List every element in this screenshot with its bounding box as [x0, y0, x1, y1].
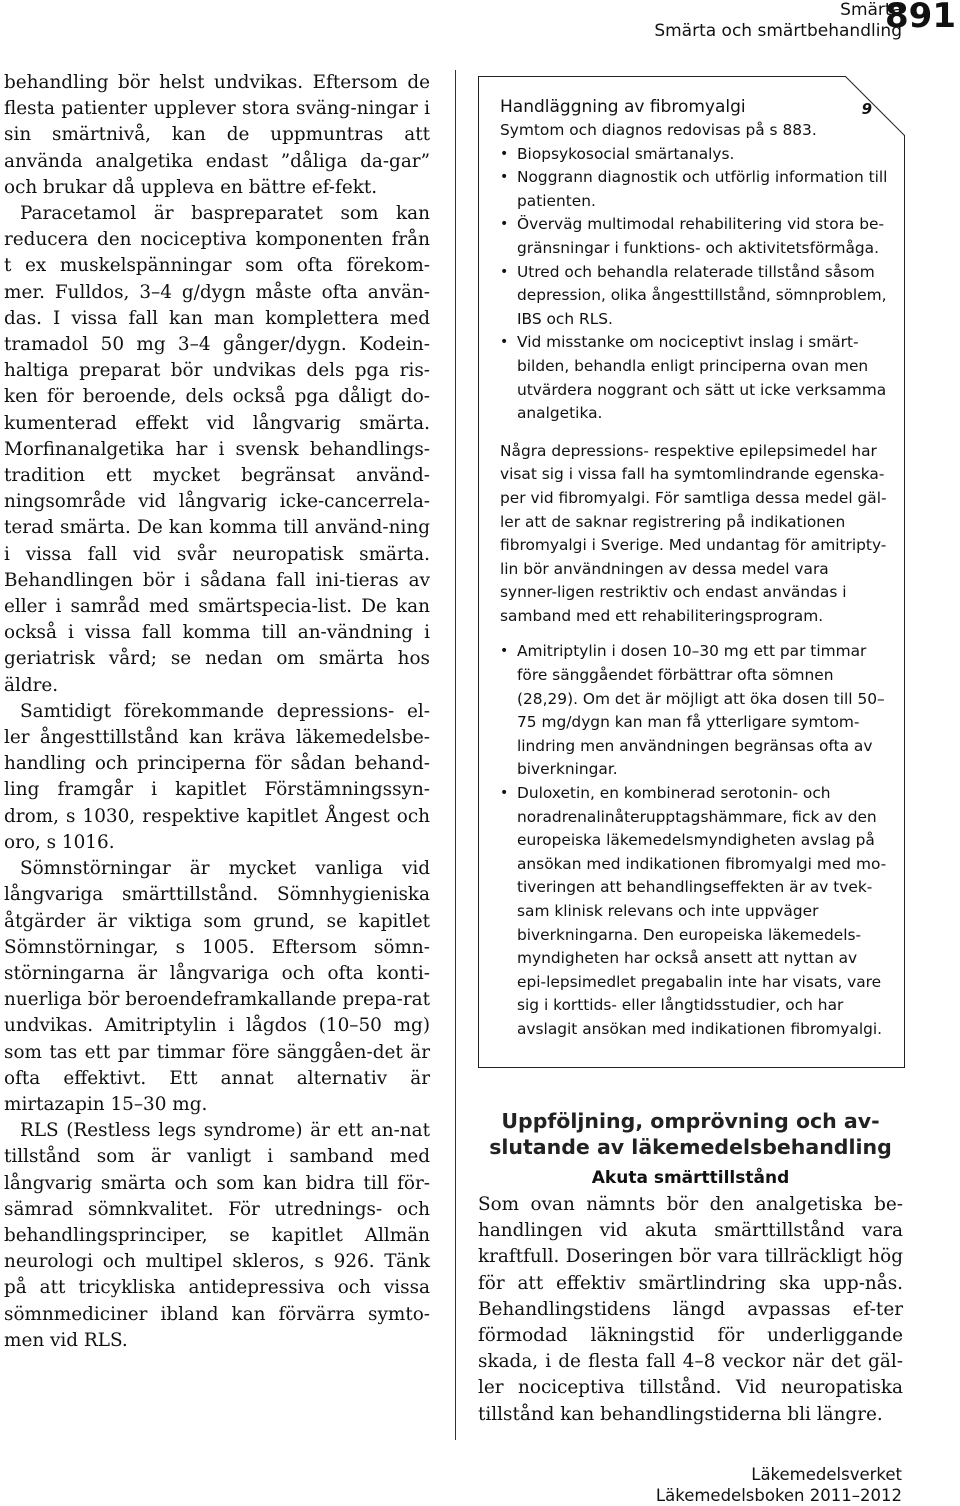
header-section: Smärta — [840, 0, 902, 20]
bullet-icon: • — [500, 169, 509, 186]
box-bullet-list-2 — [500, 640, 888, 1041]
bullet-icon: • — [500, 785, 509, 802]
section-subheading: Akuta smärttillstånd — [591, 1168, 790, 1188]
left-paragraph-3: Samtidigt förekommande depressions- el-ler ångesttillstånd kan kräva läkemedelsbe-handling och principerna för sådan behand-ling framgår i kapitlet Förstämningssyn-drom, s 1030, respektive kapitlet Ångest och oro, s 1016. — [4, 700, 430, 853]
column-divider — [455, 70, 456, 1440]
header-subsection: Smärta och smärtbehandling — [654, 21, 902, 41]
list-item: • Överväg multimodal rehabilitering vid stora be-gränsningar i funktions- och aktivitetsförmåga. — [500, 215, 885, 257]
box-title: Handläggning av fibromyalgi — [500, 97, 746, 117]
left-paragraph-2: Paracetamol är baspreparatet som kan reducera den nociceptiva komponenten från t ex muskelspänningar som ofta förekom-mer. Fulldos, 3–4 g/dygn måste ofta använ-das. I vissa fall kan man komplettera med tramadol 50 mg 3–4 gånger/dygn. Kodein-haltiga preparat bör undvikas dels pga ris-ken för beroende, dels också pga dåligt do-kumenterad effekt vid långvarig smärta. Morfinanalgetika har i svensk behandlings-tradition ett mycket begränsat använd-ningsområde vid långvarig icke-cancerrela-terad smärta. De kan komma till använd-ning i vissa fall vid svår neuropatisk smärta. Behandlingen bör i sådana fall ini-tieras av eller i samråd med smärtspecia-list. De kan också i vissa fall komma till an-vändning i geriatrisk vård; se nedan om smärta hos äldre. — [4, 203, 430, 696]
left-paragraph-5: RLS (Restless legs syndrome) är ett an-nat tillstånd som är vanligt i samband med långvarig smärta och som kan bidra till för-sämrad sömnkvalitet. För utrednings- och behandlingsprinciper, se kapitlet Allmän neurologi och multipel skleros, s 926. Tänk på att tricykliska antidepressiva och vissa sömnmediciner ibland kan förvärra symto-men vid RLS. — [4, 1120, 430, 1351]
section-heading: Uppföljning, omprövning och av-slutande av läkemedelsbehandling — [489, 1109, 892, 1159]
left-paragraph-4: Sömnstörningar är mycket vanliga vid långvariga smärttillstånd. Sömnhygieniska åtgärder är viktiga som grund, se kapitlet Sömnstörningar, s 1005. Eftersom sömn-störningarna är långvariga och ofta konti-nuerliga bör beroendeframkallande prepa-rat undvikas. Amitriptylin i lågdos (10–50 mg) som tas ett par timmar före sänggåen-det är ofta effektivt. Ett annat alternativ är mirtazapin 15–30 mg. — [4, 858, 430, 1115]
list-item: • Noggrann diagnostik och utförlig information till patienten. — [500, 168, 888, 210]
running-header — [654, 0, 902, 42]
list-item: • Duloxetin, en kombinerad serotonin- och noradrenalinåterupptagshämmare, fick av den europeiska läkemedelsmyndigheten avslag på ansökan med indikationen fibromyalgi med mo-tiveringen att behandlingseffekten är av tvek-sam klinisk relevans och inte uppväger biverkningarna. Den europeiska läkemedels-myndigheten har också ansett att nyttan av epi-lepsimedlet pregabalin inte har visats, vare sig i korttids- eller långtidsstudier, och har avslagit ansökan med indikationen fibromyalgi. — [500, 784, 887, 1038]
left-column — [4, 70, 430, 1354]
list-item: • Biopsykosocial smärtanalys. — [500, 143, 888, 167]
right-paragraph — [478, 1192, 903, 1428]
bullet-icon: • — [500, 643, 509, 660]
list-item: • Vid misstanke om nociceptivt inslag i smärt-bilden, behandla enligt principerna ovan men utvärdera noggrant och sätt ut icke verksamma analgetika. — [500, 333, 887, 423]
box-number: 9 — [861, 100, 872, 118]
page-number: 891 — [885, 0, 956, 36]
bullet-icon: • — [500, 145, 509, 162]
box-bullet-list-1 — [500, 143, 888, 426]
footer-publisher: Läkemedelsverket — [751, 1465, 902, 1484]
box-intro: Symtom och diagnos redovisas på s 883. — [500, 121, 817, 139]
box-paragraph: Några depressions- respektive epilepsimedel har visat sig i vissa fall ha symtomlindrande egenska-per vid fibromyalgi. För samtliga dessa medel gäl-ler att de saknar registrering på indikationen fibromyalgi i Sverige. Med undantag för amitripty-lin bör användningen av dessa medel vara synner-ligen restriktiv och endast användas i samband med ett rehabiliteringsprogram. — [500, 441, 887, 625]
list-item: • Utred och behandla relaterade tillstånd såsom depression, olika ångesttillstånd, sömnproblem, IBS och RLS. — [500, 262, 887, 328]
bullet-icon: • — [500, 334, 509, 351]
page-footer — [656, 1464, 902, 1506]
list-item: • Amitriptylin i dosen 10–30 mg ett par timmar före sänggåendet förbättrar ofta sömnen (28,29). Om det är möjligt att öka dosen till 50–75 mg/dygn kan man få ytterligare symtom-lindring men användningen begränsas ofta av biverkningar. — [500, 642, 885, 779]
left-paragraph-1: behandling bör helst undvikas. Eftersom de flesta patienter upplever stora sväng-ningar i sin smärtnivå, kan de uppmuntras att använda analgetika endast ”dåliga da-gar” och brukar då uppleva en bättre ef-fekt. — [4, 72, 430, 198]
fibromyalgia-box — [478, 76, 905, 1068]
right-paragraph-text: Som ovan nämnts bör den analgetiska be-handlingen vid akuta smärttillstånd vara kraftfull. Doseringen bör vara tillräckligt hög för att effektiv smärtlindring ska upp-nås. Behandlingstidens längd avpassas ef-ter förmodad läkningstid för underliggande skada, i de flesta fall 4–8 veckor när det gäl-ler nociceptiva tillstånd. Vid neuropatiska tillstånd kan behandlingstiderna bli längre. — [478, 1194, 903, 1425]
bullet-icon: • — [500, 216, 509, 233]
footer-book: Läkemedelsboken 2011–2012 — [655, 1486, 902, 1505]
bullet-icon: • — [500, 263, 509, 280]
